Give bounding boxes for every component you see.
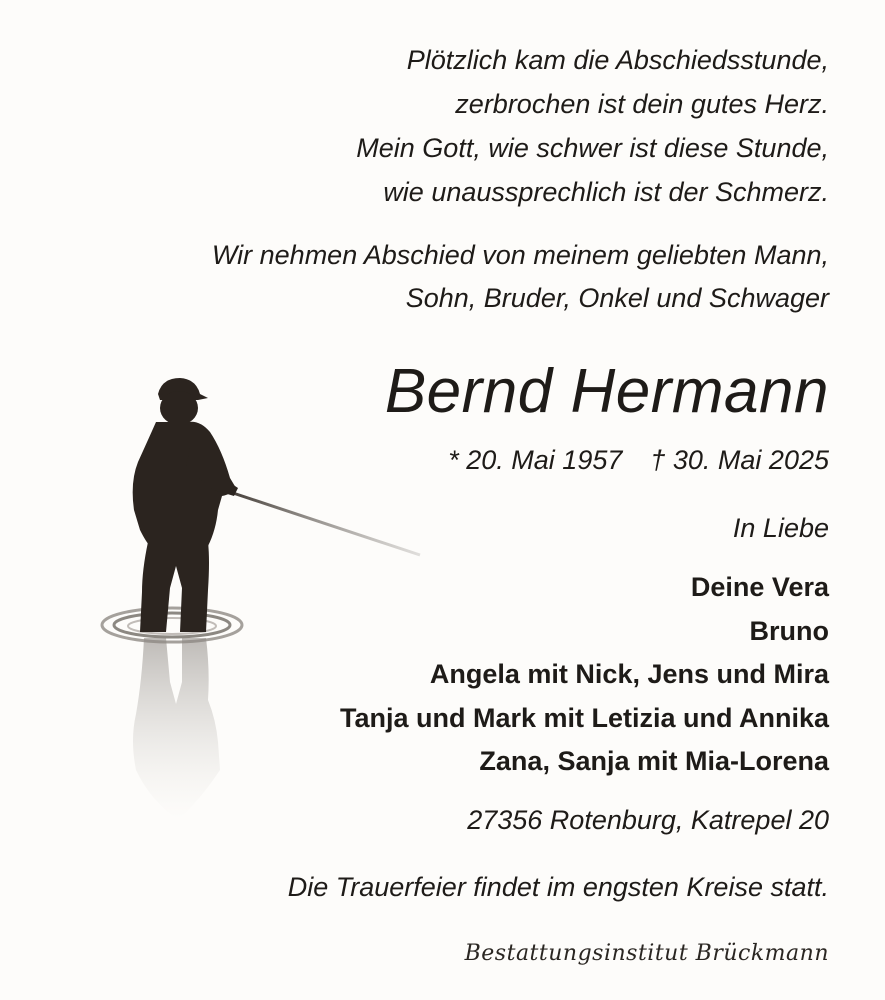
poem-line: Mein Gott, wie schwer ist diese Stunde,: [356, 133, 829, 163]
address: 27356 Rotenburg, Katrepel 20: [467, 805, 829, 835]
mourner-line: Angela mit Nick, Jens und Mira: [429, 659, 829, 689]
deceased-name: Bernd Hermann: [384, 357, 829, 426]
mourner-line: Bruno: [749, 615, 829, 646]
mourner-line: Deine Vera: [690, 572, 829, 602]
farewell-text: [49, 234, 829, 320]
death-date: † 30. Mai 2025: [650, 445, 829, 475]
mourner-line: Zana, Sanja mit Mia-Lorena: [479, 746, 829, 776]
ceremony-note: Die Trauerfeier findet im engsten Kreise statt.: [287, 872, 829, 902]
mourner-line: Tanja und Mark mit Letizia und Annika: [339, 702, 829, 733]
mourners-list: [229, 566, 829, 784]
funeral-home-name: Bestattungsinstitut Brückmann: [464, 941, 829, 966]
poem-line: wie unaussprechlich ist der Schmerz.: [383, 177, 829, 207]
poem-line: Plötzlich kam die Abschiedsstunde,: [406, 45, 829, 75]
poem-line: zerbrochen ist dein gutes Herz.: [455, 89, 829, 119]
life-dates: [448, 440, 829, 480]
birth-date: * 20. Mai 1957: [448, 445, 623, 475]
in-love-line: In Liebe: [732, 513, 829, 543]
memorial-poem: [69, 38, 829, 214]
farewell-line: Wir nehmen Abschied von meinem geliebten Mann,: [211, 240, 829, 270]
farewell-line: Sohn, Bruder, Onkel und Schwager: [405, 283, 829, 313]
